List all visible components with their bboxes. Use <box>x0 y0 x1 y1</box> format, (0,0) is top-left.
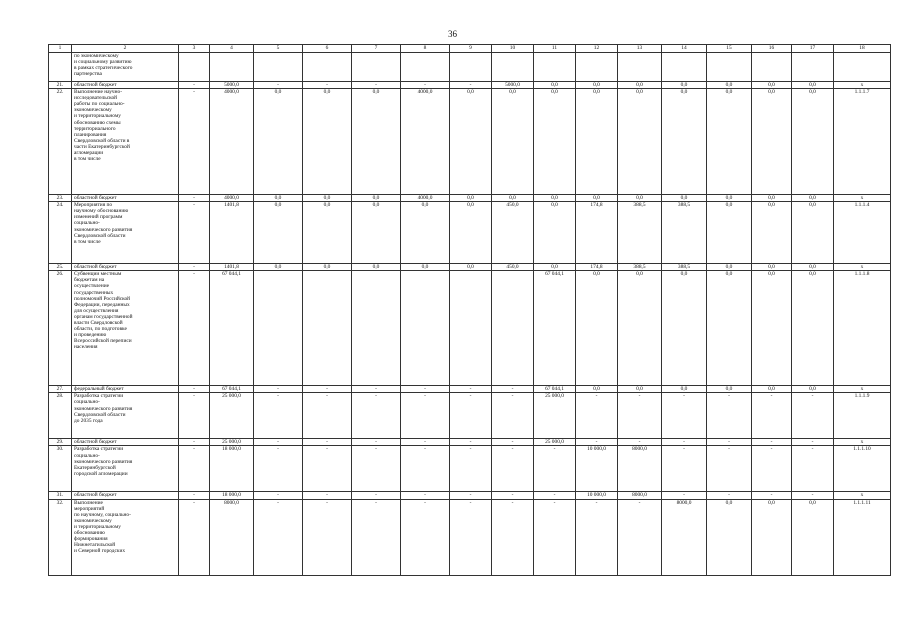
value-cell: - <box>618 439 662 446</box>
value-cell: 25 000,0 <box>534 439 576 446</box>
value-cell: - <box>662 446 707 492</box>
table-row <box>49 195 891 202</box>
value-cell: - <box>401 439 450 446</box>
value-cell: 0,0 <box>450 89 492 195</box>
value-cell: 0,0 <box>752 195 792 202</box>
row-number-cell: 22. <box>49 89 72 195</box>
table-row <box>49 439 891 446</box>
table-row <box>49 202 891 264</box>
value-cell: 0,0 <box>450 202 492 264</box>
value-cell: 0,0 <box>707 499 752 575</box>
value-cell: - <box>492 386 534 393</box>
row-number-cell: 27. <box>49 386 72 393</box>
value-cell: - <box>534 499 576 575</box>
value-cell: - <box>254 439 303 446</box>
value-cell: - <box>179 202 210 264</box>
value-cell: - <box>450 492 492 499</box>
value-cell: 388,5 <box>618 264 662 271</box>
value-cell: 0,0 <box>792 271 834 386</box>
value-cell: 4000,0 <box>401 89 450 195</box>
value-cell: 0,0 <box>303 195 352 202</box>
value-cell: 67 044,1 <box>534 271 576 386</box>
value-cell: - <box>450 439 492 446</box>
value-cell: 0,0 <box>576 82 618 89</box>
value-cell: - <box>179 499 210 575</box>
value-cell: - <box>401 386 450 393</box>
value-cell: 0,0 <box>792 264 834 271</box>
value-cell: - <box>254 446 303 492</box>
value-cell: - <box>401 82 450 89</box>
value-cell: - <box>707 446 752 492</box>
column-header: 7 <box>352 45 401 53</box>
value-cell: 0,0 <box>254 195 303 202</box>
value-cell: - <box>179 446 210 492</box>
value-cell: - <box>179 82 210 89</box>
value-cell: - <box>179 492 210 499</box>
value-cell: 0,0 <box>534 264 576 271</box>
row-number-cell: 21. <box>49 82 72 89</box>
value-cell: 388,5 <box>662 202 707 264</box>
value-cell: - <box>492 499 534 575</box>
value-cell: - <box>792 492 834 499</box>
value-cell: 67 044,1 <box>210 271 254 386</box>
value-cell: - <box>179 386 210 393</box>
table-header-row <box>49 45 891 53</box>
table-row <box>49 53 891 82</box>
column-header: 15 <box>707 45 752 53</box>
table-row <box>49 82 891 89</box>
value-cell: 8000,0 <box>662 499 707 575</box>
value-cell: 0,0 <box>618 195 662 202</box>
value-cell: 0,0 <box>450 195 492 202</box>
value-cell: 0,0 <box>576 195 618 202</box>
value-cell: 0,0 <box>401 202 450 264</box>
value-cell: x <box>834 264 891 271</box>
value-cell: 0,0 <box>707 264 752 271</box>
value-cell: - <box>352 439 401 446</box>
value-cell: - <box>254 499 303 575</box>
value-cell: 0,0 <box>792 82 834 89</box>
value-cell: 0,0 <box>576 386 618 393</box>
value-cell: - <box>254 82 303 89</box>
program-measures-table <box>48 44 891 576</box>
value-cell: 8000,0 <box>618 446 662 492</box>
value-cell: x <box>834 492 891 499</box>
value-cell <box>352 53 401 82</box>
value-cell <box>352 271 401 386</box>
value-cell <box>752 53 792 82</box>
value-cell: 0,0 <box>792 499 834 575</box>
value-cell: - <box>303 499 352 575</box>
value-cell: x <box>834 195 891 202</box>
value-cell <box>534 53 576 82</box>
value-cell: - <box>450 393 492 439</box>
measure-name-cell: федеральный бюджет <box>72 386 179 393</box>
value-cell: - <box>179 89 210 195</box>
value-cell: - <box>352 393 401 439</box>
value-cell: - <box>618 499 662 575</box>
value-cell: - <box>401 492 450 499</box>
value-cell: 0,0 <box>254 89 303 195</box>
value-cell: 174,8 <box>576 202 618 264</box>
value-cell: 388,5 <box>662 264 707 271</box>
value-cell: - <box>401 393 450 439</box>
value-cell <box>401 53 450 82</box>
value-cell: 0,0 <box>792 89 834 195</box>
value-cell: 0,0 <box>662 386 707 393</box>
value-cell: 25 000,0 <box>534 393 576 439</box>
value-cell: - <box>352 499 401 575</box>
value-cell: 67 044,1 <box>210 386 254 393</box>
column-header: 1 <box>49 45 72 53</box>
value-cell: 0,0 <box>662 271 707 386</box>
measure-name-cell: областной бюджет <box>72 492 179 499</box>
value-cell: 0,0 <box>303 89 352 195</box>
column-header: 10 <box>492 45 534 53</box>
value-cell: - <box>707 492 752 499</box>
table-row <box>49 89 891 195</box>
value-cell: - <box>179 439 210 446</box>
value-cell: 174,8 <box>576 264 618 271</box>
value-cell: 0,0 <box>752 499 792 575</box>
value-cell: 0,0 <box>534 195 576 202</box>
value-cell: - <box>303 446 352 492</box>
value-cell <box>210 53 254 82</box>
value-cell: 0,0 <box>752 264 792 271</box>
value-cell: 0,0 <box>662 195 707 202</box>
value-cell: 0,0 <box>534 82 576 89</box>
value-cell: 0,0 <box>576 89 618 195</box>
measure-name-cell: областной бюджет <box>72 82 179 89</box>
row-number-cell: 30. <box>49 446 72 492</box>
value-cell: 1.1.1.9 <box>834 393 891 439</box>
value-cell: 0,0 <box>618 89 662 195</box>
value-cell: 5000,0 <box>492 82 534 89</box>
value-cell: - <box>492 446 534 492</box>
value-cell: 8000,0 <box>210 499 254 575</box>
value-cell: - <box>179 195 210 202</box>
value-cell: - <box>792 446 834 492</box>
value-cell: - <box>179 393 210 439</box>
value-cell: 0,0 <box>707 202 752 264</box>
column-header: 18 <box>834 45 891 53</box>
value-cell: 0,0 <box>352 89 401 195</box>
value-cell: 1.1.1.11 <box>834 499 891 575</box>
measure-name-cell: Мероприятия по научному обоснованию изменений программ социально- экономического развития Свердловской области в том числе <box>72 202 179 264</box>
value-cell: 1.1.1.7 <box>834 89 891 195</box>
value-cell: 0,0 <box>752 89 792 195</box>
value-cell: 0,0 <box>618 82 662 89</box>
value-cell <box>303 53 352 82</box>
measure-name-cell: Выполнение научно- исследовательской работы по социально- экономическому и территориальному обоснованию схемы территориального планирования Свердловской области в части Екатеринбургской агломерации в том числе <box>72 89 179 195</box>
value-cell <box>254 271 303 386</box>
value-cell: 450,0 <box>492 202 534 264</box>
value-cell: 0,0 <box>254 264 303 271</box>
column-header: 11 <box>534 45 576 53</box>
value-cell: x <box>834 439 891 446</box>
column-header: 4 <box>210 45 254 53</box>
value-cell: - <box>179 271 210 386</box>
value-cell: 0,0 <box>450 264 492 271</box>
value-cell: 0,0 <box>707 89 752 195</box>
value-cell: 0,0 <box>792 386 834 393</box>
value-cell: 0,0 <box>254 202 303 264</box>
value-cell: 0,0 <box>401 264 450 271</box>
value-cell: 67 044,1 <box>534 386 576 393</box>
column-header: 9 <box>450 45 492 53</box>
value-cell: - <box>450 446 492 492</box>
value-cell: 0,0 <box>576 271 618 386</box>
value-cell <box>834 53 891 82</box>
value-cell: 1.1.1.10 <box>834 446 891 492</box>
value-cell: - <box>662 439 707 446</box>
row-number-cell: 23. <box>49 195 72 202</box>
column-header: 13 <box>618 45 662 53</box>
value-cell: 0,0 <box>618 271 662 386</box>
value-cell: 1401,8 <box>210 202 254 264</box>
column-header: 16 <box>752 45 792 53</box>
value-cell <box>707 53 752 82</box>
value-cell: 0,0 <box>534 89 576 195</box>
value-cell <box>450 53 492 82</box>
row-number-cell: 31. <box>49 492 72 499</box>
value-cell: - <box>792 393 834 439</box>
table-row <box>49 271 891 386</box>
table-row <box>49 446 891 492</box>
value-cell: 0,0 <box>752 386 792 393</box>
value-cell: - <box>752 439 792 446</box>
value-cell: - <box>576 439 618 446</box>
column-header: 17 <box>792 45 834 53</box>
value-cell: 0,0 <box>618 386 662 393</box>
table-row <box>49 386 891 393</box>
value-cell: 0,0 <box>662 82 707 89</box>
value-cell: 1.1.1.8 <box>834 271 891 386</box>
value-cell: 0,0 <box>352 264 401 271</box>
value-cell: - <box>303 393 352 439</box>
measure-name-cell: Разработка стратегии социально- экономического развития Свердловской области до 2035 года <box>72 393 179 439</box>
value-cell: - <box>534 492 576 499</box>
value-cell <box>254 53 303 82</box>
value-cell: 450,0 <box>492 264 534 271</box>
column-header: 3 <box>179 45 210 53</box>
value-cell <box>303 271 352 386</box>
value-cell: 0,0 <box>492 195 534 202</box>
value-cell: 1401,8 <box>210 264 254 271</box>
row-number-cell: 25. <box>49 264 72 271</box>
value-cell: 0,0 <box>352 202 401 264</box>
value-cell: 4000,0 <box>210 195 254 202</box>
value-cell <box>792 53 834 82</box>
value-cell: - <box>492 393 534 439</box>
value-cell: - <box>352 82 401 89</box>
value-cell: - <box>618 393 662 439</box>
measure-name-cell: областной бюджет <box>72 264 179 271</box>
value-cell: 0,0 <box>303 264 352 271</box>
value-cell: x <box>834 82 891 89</box>
value-cell: 0,0 <box>492 89 534 195</box>
value-cell: 1.1.1.4 <box>834 202 891 264</box>
value-cell <box>662 53 707 82</box>
value-cell: 5000,0 <box>210 82 254 89</box>
row-number-cell: 32. <box>49 499 72 575</box>
value-cell: 0,0 <box>752 82 792 89</box>
column-header: 6 <box>303 45 352 53</box>
value-cell: 0,0 <box>707 195 752 202</box>
value-cell: 10 000,0 <box>576 492 618 499</box>
measure-name-cell: областной бюджет <box>72 195 179 202</box>
table-row <box>49 264 891 271</box>
value-cell <box>618 53 662 82</box>
measure-name-cell: по экономическому и социальному развитию в рамках стратегического партнерства <box>72 53 179 82</box>
page-number: 36 <box>448 29 457 39</box>
value-cell: x <box>834 386 891 393</box>
value-cell: - <box>352 386 401 393</box>
value-cell: - <box>303 439 352 446</box>
measure-name-cell: Разработка стратегии социально- экономического развития Екатеринбургской городской агломерации <box>72 446 179 492</box>
row-number-cell: 29. <box>49 439 72 446</box>
value-cell: - <box>401 499 450 575</box>
value-cell: - <box>303 82 352 89</box>
value-cell: - <box>752 393 792 439</box>
value-cell: 0,0 <box>707 386 752 393</box>
value-cell <box>492 53 534 82</box>
value-cell: 0,0 <box>792 195 834 202</box>
value-cell: 25 000,0 <box>210 439 254 446</box>
table-row <box>49 499 891 575</box>
value-cell: 8000,0 <box>618 492 662 499</box>
value-cell: 0,0 <box>662 89 707 195</box>
value-cell: - <box>534 446 576 492</box>
value-cell: - <box>179 264 210 271</box>
value-cell: - <box>752 446 792 492</box>
column-header: 5 <box>254 45 303 53</box>
measure-name-cell: Субвенции местным бюджетам на осуществление государственных полномочий Российской Федерации, переданных для осуществления органам государственной власти Свердловской области, по подготовке и проведению Всероссийской переписи населения <box>72 271 179 386</box>
value-cell: - <box>254 386 303 393</box>
value-cell: 388,5 <box>618 202 662 264</box>
value-cell: - <box>352 446 401 492</box>
row-number-cell: 24. <box>49 202 72 264</box>
value-cell: - <box>662 393 707 439</box>
value-cell: - <box>450 499 492 575</box>
value-cell: 0,0 <box>752 271 792 386</box>
value-cell: 10 000,0 <box>576 446 618 492</box>
value-cell: - <box>792 439 834 446</box>
value-cell: - <box>254 492 303 499</box>
value-cell: 0,0 <box>752 202 792 264</box>
value-cell: 0,0 <box>303 202 352 264</box>
value-cell <box>576 53 618 82</box>
value-cell: 4000,0 <box>401 195 450 202</box>
value-cell: - <box>707 439 752 446</box>
value-cell: - <box>450 386 492 393</box>
row-number-cell <box>49 53 72 82</box>
row-number-cell: 26. <box>49 271 72 386</box>
column-header: 14 <box>662 45 707 53</box>
value-cell: 25 000,0 <box>210 393 254 439</box>
value-cell: - <box>303 386 352 393</box>
row-number-cell: 28. <box>49 393 72 439</box>
value-cell: - <box>662 492 707 499</box>
table-row <box>49 492 891 499</box>
value-cell: 18 000,0 <box>210 446 254 492</box>
value-cell: - <box>303 492 352 499</box>
value-cell: 0,0 <box>707 82 752 89</box>
measure-name-cell: областной бюджет <box>72 439 179 446</box>
value-cell: - <box>752 492 792 499</box>
value-cell: - <box>450 82 492 89</box>
value-cell: - <box>492 439 534 446</box>
value-cell: - <box>576 393 618 439</box>
value-cell: - <box>352 492 401 499</box>
value-cell: - <box>707 393 752 439</box>
column-header: 2 <box>72 45 179 53</box>
value-cell <box>492 271 534 386</box>
table-row <box>49 393 891 439</box>
value-cell: 0,0 <box>352 195 401 202</box>
value-cell: 0,0 <box>792 202 834 264</box>
value-cell: 18 000,0 <box>210 492 254 499</box>
value-cell <box>179 53 210 82</box>
value-cell: 4000,0 <box>210 89 254 195</box>
value-cell: 0,0 <box>534 202 576 264</box>
value-cell: - <box>401 446 450 492</box>
measure-name-cell: Выполнение мероприятий по научному, социально- экономическому и территориальному обоснованию формирования Нижнетагильской и Северной городских <box>72 499 179 575</box>
value-cell <box>401 271 450 386</box>
column-header: 8 <box>401 45 450 53</box>
value-cell: - <box>254 393 303 439</box>
value-cell <box>450 271 492 386</box>
column-header: 12 <box>576 45 618 53</box>
value-cell: - <box>492 492 534 499</box>
value-cell: 0,0 <box>707 271 752 386</box>
value-cell: - <box>576 499 618 575</box>
